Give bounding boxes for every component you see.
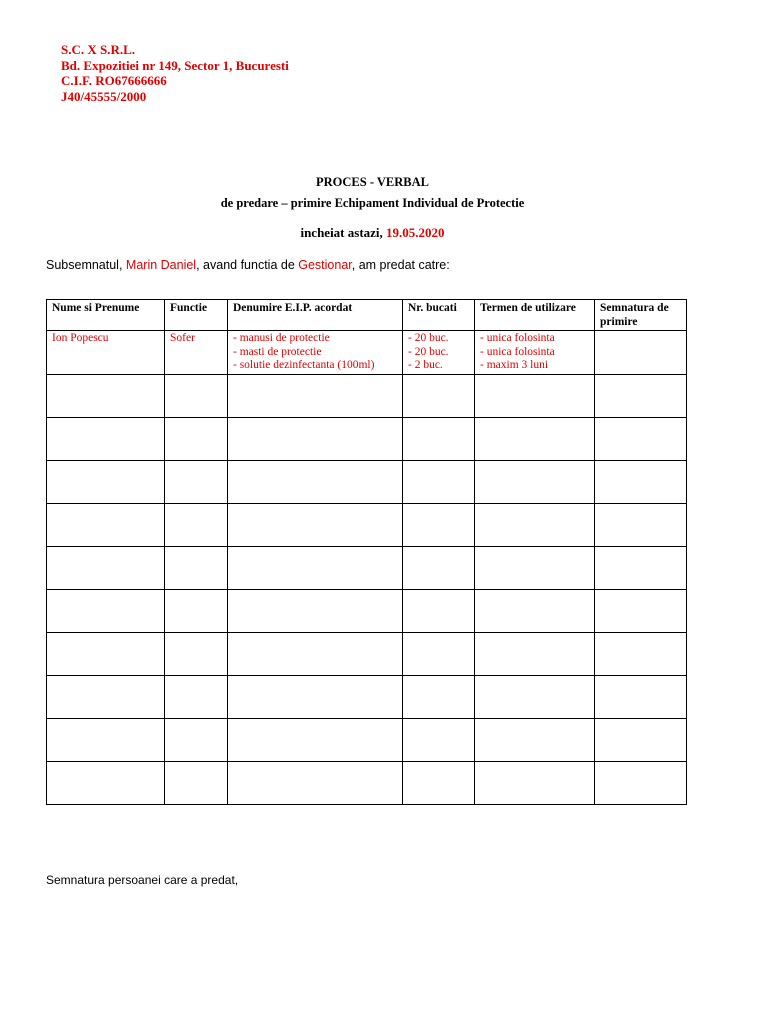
empty-cell (475, 761, 595, 804)
cell-recipient-name: Ion Popescu (47, 331, 165, 375)
empty-cell (165, 675, 228, 718)
empty-cell (47, 589, 165, 632)
table-row-empty (47, 417, 687, 460)
empty-cell (475, 417, 595, 460)
empty-cell (475, 589, 595, 632)
cell-terms (475, 331, 595, 375)
document-subtitle: de predare – primire Echipament Individual de Protectie (220, 196, 525, 210)
empty-cell (228, 546, 403, 589)
empty-cell (228, 460, 403, 503)
company-header (61, 42, 289, 104)
empty-cell (47, 417, 165, 460)
eip-term: - unica folosinta (480, 345, 555, 358)
empty-cell (47, 374, 165, 417)
empty-cell (595, 675, 687, 718)
eip-quantity: - 20 buc. (408, 345, 449, 358)
empty-cell (47, 632, 165, 675)
table-row-empty (47, 546, 687, 589)
empty-cell (403, 675, 475, 718)
eip-item: - solutie dezinfectanta (100ml) (233, 359, 375, 371)
cell-quantities (403, 331, 475, 375)
empty-cell (47, 503, 165, 546)
empty-cell (595, 417, 687, 460)
empty-cell (165, 632, 228, 675)
empty-cell (165, 503, 228, 546)
empty-cell (403, 460, 475, 503)
empty-cell (228, 761, 403, 804)
empty-cell (403, 718, 475, 761)
empty-cell (595, 761, 687, 804)
eip-term: - unica folosinta (480, 332, 555, 344)
empty-cell (165, 546, 228, 589)
company-address: Bd. Expozitiei nr 149, Sector 1, Bucuresti (61, 57, 289, 73)
empty-cell (403, 761, 475, 804)
empty-cell (228, 718, 403, 761)
empty-cell (475, 503, 595, 546)
empty-cell (595, 503, 687, 546)
empty-cell (47, 718, 165, 761)
empty-cell (228, 632, 403, 675)
header-eip: Denumire E.I.P. acordat (228, 300, 403, 331)
empty-cell (595, 718, 687, 761)
empty-cell (228, 589, 403, 632)
empty-cell (403, 503, 475, 546)
empty-cell (403, 374, 475, 417)
header-signature: Semnatura de primire (595, 300, 687, 331)
header-quantity: Nr. bucati (403, 300, 475, 331)
empty-cell (165, 460, 228, 503)
table-row-empty (47, 589, 687, 632)
empty-cell (595, 374, 687, 417)
empty-cell (403, 546, 475, 589)
document-title: PROCES - VERBAL (316, 175, 429, 189)
eip-item: - manusi de protectie (233, 332, 330, 344)
empty-cell (595, 632, 687, 675)
empty-cell (47, 546, 165, 589)
handover-person-name: Marin Daniel (125, 258, 197, 272)
intro-text-2: , avand functia de (196, 258, 299, 272)
empty-cell (165, 417, 228, 460)
empty-cell (475, 374, 595, 417)
table-row-empty (47, 632, 687, 675)
empty-cell (475, 718, 595, 761)
empty-cell (165, 589, 228, 632)
cell-signature (595, 331, 687, 375)
empty-cell (595, 546, 687, 589)
empty-cell (165, 718, 228, 761)
handover-signature-label: Semnatura persoanei care a predat, (46, 873, 239, 887)
empty-cell (475, 546, 595, 589)
empty-cell (475, 675, 595, 718)
eip-term: - maxim 3 luni (480, 359, 549, 371)
table-row-empty (47, 761, 687, 804)
document-date-line (0, 225, 745, 241)
header-term: Termen de utilizare (475, 300, 595, 331)
empty-cell (228, 503, 403, 546)
empty-cell (403, 417, 475, 460)
empty-cell (165, 374, 228, 417)
cell-recipient-function: Sofer (165, 331, 228, 375)
empty-cell (47, 460, 165, 503)
cell-eip-items (228, 331, 403, 375)
empty-cell (228, 374, 403, 417)
company-name: S.C. X S.R.L. (61, 42, 136, 57)
empty-cell (475, 460, 595, 503)
table-row-empty (47, 460, 687, 503)
intro-text-1: Subsemnatul, (46, 258, 126, 272)
empty-cell (403, 632, 475, 675)
date-prefix: incheiat astazi, (300, 225, 387, 240)
intro-paragraph (46, 258, 450, 272)
table-row (47, 331, 687, 375)
eip-table (46, 299, 687, 805)
intro-text-3: , am predat catre: (351, 258, 450, 272)
empty-cell (47, 761, 165, 804)
table-row-empty (47, 675, 687, 718)
eip-quantity: - 20 buc. (408, 332, 449, 344)
header-name: Nume si Prenume (47, 300, 165, 331)
empty-cell (228, 675, 403, 718)
company-cif: C.I.F. RO67666666 (61, 73, 167, 88)
table-header-row (47, 300, 687, 331)
empty-cell (475, 632, 595, 675)
table-row-empty (47, 503, 687, 546)
table-row-empty (47, 718, 687, 761)
empty-cell (165, 761, 228, 804)
document-date: 19.05.2020 (386, 225, 445, 240)
empty-cell (228, 417, 403, 460)
empty-cell (595, 589, 687, 632)
table-row-empty (47, 374, 687, 417)
company-registration: J40/45555/2000 (61, 88, 147, 104)
empty-cell (47, 675, 165, 718)
eip-quantity: - 2 buc. (408, 359, 443, 371)
header-function: Functie (165, 300, 228, 331)
empty-cell (595, 460, 687, 503)
handover-person-function: Gestionar (298, 258, 352, 272)
eip-item: - masti de protectie (233, 345, 322, 358)
empty-cell (403, 589, 475, 632)
